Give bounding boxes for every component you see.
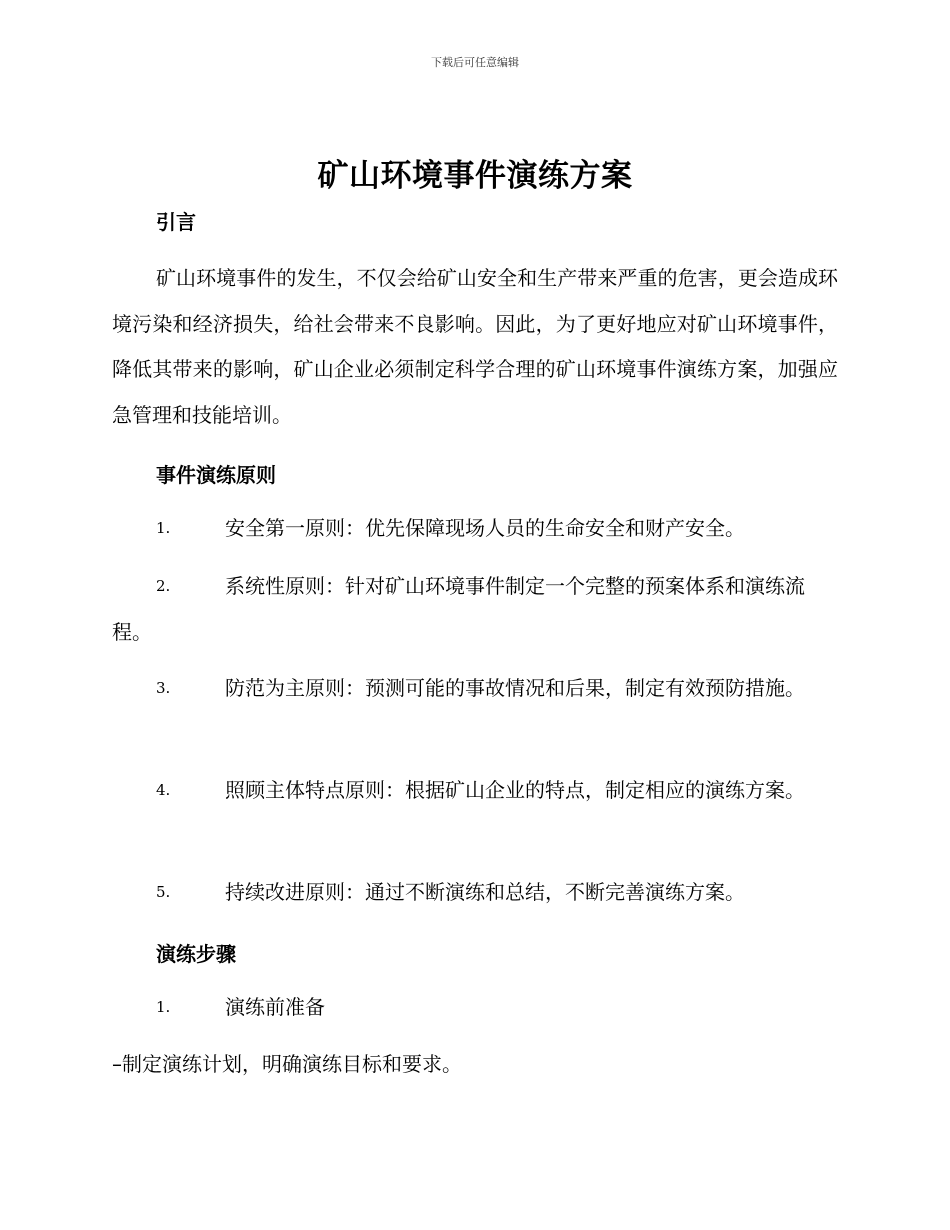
list-item-text: 持续改进原则：通过不断演练和总结，不断完善演练方案。 (225, 880, 745, 904)
list-number: 1. (156, 998, 171, 1016)
section-heading-principles: 事件演练原则 (156, 463, 276, 487)
list-number: 2. (156, 577, 171, 595)
list-item (112, 768, 838, 814)
section-heading-intro: 引言 (156, 210, 196, 234)
list-number: 4. (156, 781, 171, 799)
page-header: 下载后可任意编辑 (431, 56, 519, 69)
list-item-text: 系统性原则：针对矿山环境事件制定一个完整的预案体系和演练流程。 (112, 574, 805, 644)
bullet-line: –制定演练计划，明确演练目标和要求。 (112, 1052, 462, 1076)
list-number: 3. (156, 679, 171, 697)
list-item (112, 506, 838, 552)
section-heading-steps: 演练步骤 (156, 942, 236, 966)
list-number: 5. (156, 883, 171, 901)
list-item (112, 564, 838, 655)
list-item (112, 666, 838, 712)
intro-paragraph: 矿山环境事件的发生，不仅会给矿山安全和生产带来严重的危害，更会造成环境污染和经济损失，给社会带来不良影响。因此，为了更好地应对矿山环境事件，降低其带来的影响，矿山企业必须制定科学合理的矿山环境事件演练方案，加强应急管理和技能培训。 (112, 266, 838, 427)
list-item-text: 安全第一原则：优先保障现场人员的生命安全和财产安全。 (225, 516, 745, 540)
list-item-text: 照顾主体特点原则：根据矿山企业的特点，制定相应的演练方案。 (225, 778, 805, 802)
list-item-text: 演练前准备 (225, 995, 325, 1019)
list-number: 1. (156, 519, 171, 537)
document-title: 矿山环境事件演练方案 (317, 158, 633, 194)
list-item (112, 870, 838, 916)
list-item (112, 985, 838, 1031)
list-item-text: 防范为主原则：预测可能的事故情况和后果，制定有效预防措施。 (225, 676, 805, 700)
